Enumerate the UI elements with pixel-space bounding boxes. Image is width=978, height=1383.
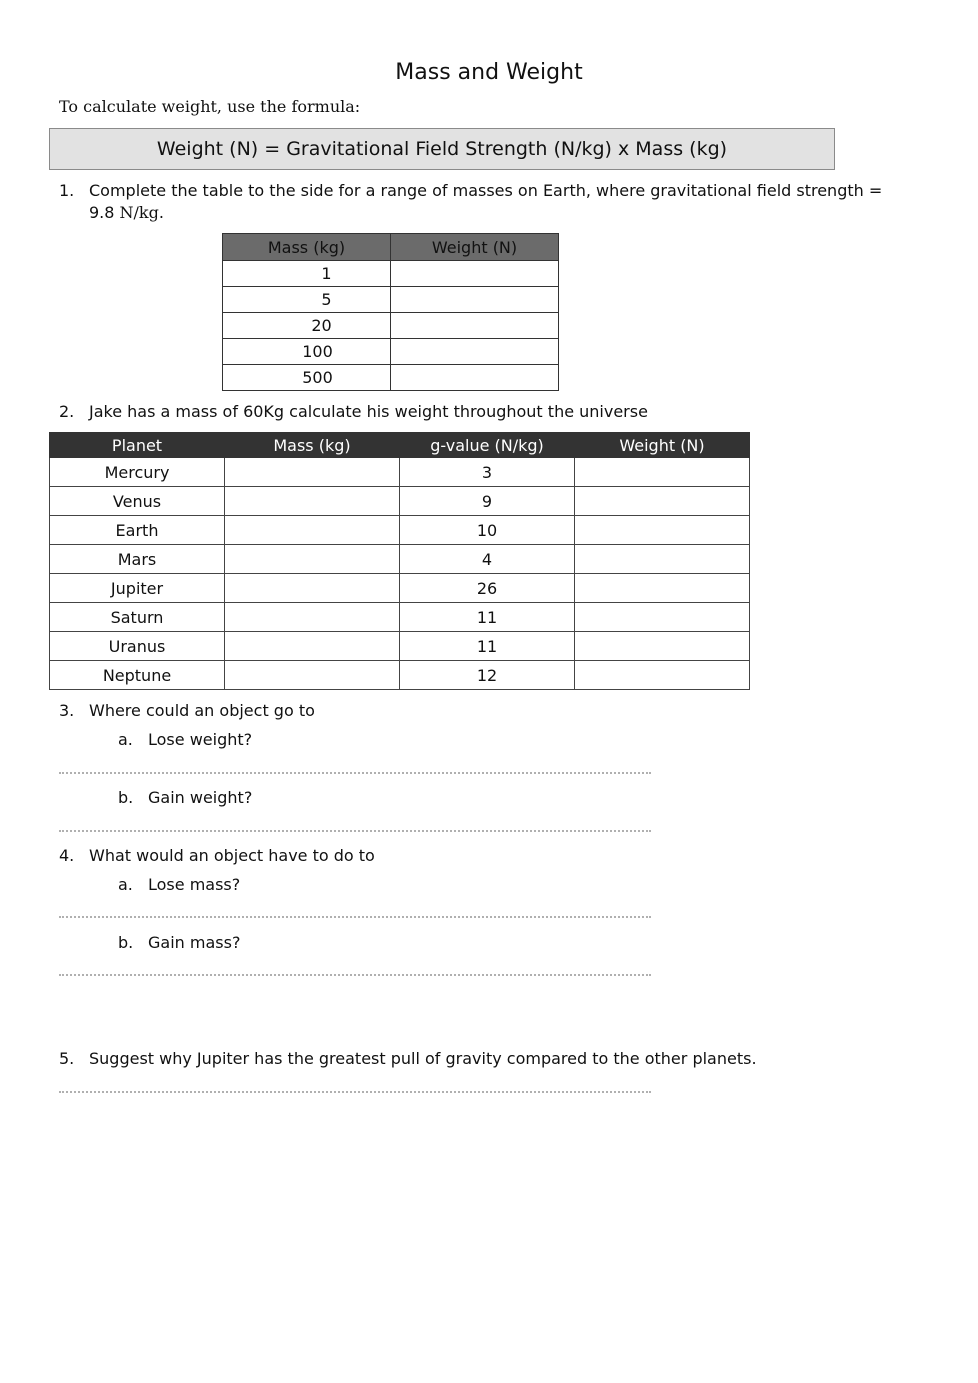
g-value-cell: 11 <box>400 632 575 661</box>
g-value-cell: 26 <box>400 574 575 603</box>
table-header: Planet <box>50 433 225 458</box>
mass-cell: 5 <box>223 287 391 313</box>
weight-answer-cell[interactable] <box>391 365 559 391</box>
table-row <box>50 574 750 603</box>
mass-answer-cell[interactable] <box>225 487 400 516</box>
q2-text: Jake has a mass of 60Kg calculate his weight throughout the universe <box>89 402 648 421</box>
table-row <box>223 261 559 287</box>
g-value-cell: 3 <box>400 458 575 487</box>
table-row <box>50 632 750 661</box>
weight-answer-cell[interactable] <box>575 545 750 574</box>
planet-cell: Uranus <box>50 632 225 661</box>
planet-cell: Mars <box>50 545 225 574</box>
weight-answer-cell[interactable] <box>575 661 750 690</box>
weight-answer-cell[interactable] <box>575 516 750 545</box>
q3a-answer-line[interactable] <box>59 772 651 774</box>
table-row <box>50 545 750 574</box>
g-value-cell: 12 <box>400 661 575 690</box>
planet-weight-table <box>49 432 750 690</box>
table-row <box>223 287 559 313</box>
intro-text <box>59 97 360 116</box>
q4b-text: Gain mass? <box>148 933 241 952</box>
intro-prefix: To calculate weight, use the formula: <box>59 97 361 116</box>
planet-cell: Mercury <box>50 458 225 487</box>
table-row <box>50 487 750 516</box>
q4a-text: Lose mass? <box>148 875 241 894</box>
q1-unit: N/kg. <box>119 203 164 222</box>
table-header: Mass (kg) <box>225 433 400 458</box>
mass-answer-cell[interactable] <box>225 603 400 632</box>
g-value-cell: 9 <box>400 487 575 516</box>
g-value-cell: 4 <box>400 545 575 574</box>
q4b-label: b. <box>118 933 134 952</box>
q2-number: 2. <box>59 402 75 421</box>
table-header: Mass (kg) <box>223 234 391 261</box>
table-row <box>50 458 750 487</box>
weight-answer-cell[interactable] <box>575 487 750 516</box>
q1-value: 9.8 <box>89 203 120 222</box>
mass-answer-cell[interactable] <box>225 574 400 603</box>
mass-answer-cell[interactable] <box>225 661 400 690</box>
mass-cell: 100 <box>223 339 391 365</box>
planet-cell: Jupiter <box>50 574 225 603</box>
table-row <box>223 339 559 365</box>
mass-answer-cell[interactable] <box>225 516 400 545</box>
table-header: Weight (N) <box>575 433 750 458</box>
q3a-label: a. <box>118 730 133 749</box>
weight-answer-cell[interactable] <box>575 574 750 603</box>
q4-number: 4. <box>59 846 75 865</box>
table-row <box>223 365 559 391</box>
q3b-answer-line[interactable] <box>59 830 651 832</box>
table-header: Weight (N) <box>391 234 559 261</box>
weight-answer-cell[interactable] <box>575 603 750 632</box>
planet-cell: Earth <box>50 516 225 545</box>
q1-line1: Complete the table to the side for a range of masses on Earth, where gravitational field strength = <box>89 181 883 200</box>
q4b-answer-line[interactable] <box>59 974 651 976</box>
formula-box: Weight (N) = Gravitational Field Strength (N/kg) x Mass (kg) <box>49 128 835 170</box>
weight-answer-cell[interactable] <box>391 313 559 339</box>
mass-answer-cell[interactable] <box>225 545 400 574</box>
g-value-cell: 10 <box>400 516 575 545</box>
mass-cell: 1 <box>223 261 391 287</box>
q1-text <box>89 180 919 224</box>
weight-answer-cell[interactable] <box>391 287 559 313</box>
mass-cell: 500 <box>223 365 391 391</box>
q3a-text: Lose weight? <box>148 730 253 749</box>
mass-answer-cell[interactable] <box>225 458 400 487</box>
weight-answer-cell[interactable] <box>575 632 750 661</box>
planet-cell: Neptune <box>50 661 225 690</box>
planet-cell: Venus <box>50 487 225 516</box>
q4a-label: a. <box>118 875 133 894</box>
table-row <box>223 313 559 339</box>
weight-answer-cell[interactable] <box>575 458 750 487</box>
q3b-label: b. <box>118 788 134 807</box>
q4-text: What would an object have to do to <box>89 846 375 865</box>
table-row <box>50 603 750 632</box>
g-value-cell: 11 <box>400 603 575 632</box>
weight-answer-cell[interactable] <box>391 339 559 365</box>
planet-cell: Saturn <box>50 603 225 632</box>
q3-text: Where could an object go to <box>89 701 315 720</box>
page-title: Mass and Weight <box>395 60 583 85</box>
q3-number: 3. <box>59 701 75 720</box>
q5-answer-line[interactable] <box>59 1091 651 1093</box>
mass-cell: 20 <box>223 313 391 339</box>
q4a-answer-line[interactable] <box>59 916 651 918</box>
table-header: g-value (N/kg) <box>400 433 575 458</box>
earth-weight-table <box>222 233 559 391</box>
weight-answer-cell[interactable] <box>391 261 559 287</box>
q3b-text: Gain weight? <box>148 788 253 807</box>
table-row <box>50 516 750 545</box>
q5-number: 5. <box>59 1049 75 1068</box>
q5-text: Suggest why Jupiter has the greatest pull of gravity compared to the other planets. <box>89 1049 757 1068</box>
table-row <box>50 661 750 690</box>
q1-number: 1. <box>59 181 75 200</box>
mass-answer-cell[interactable] <box>225 632 400 661</box>
